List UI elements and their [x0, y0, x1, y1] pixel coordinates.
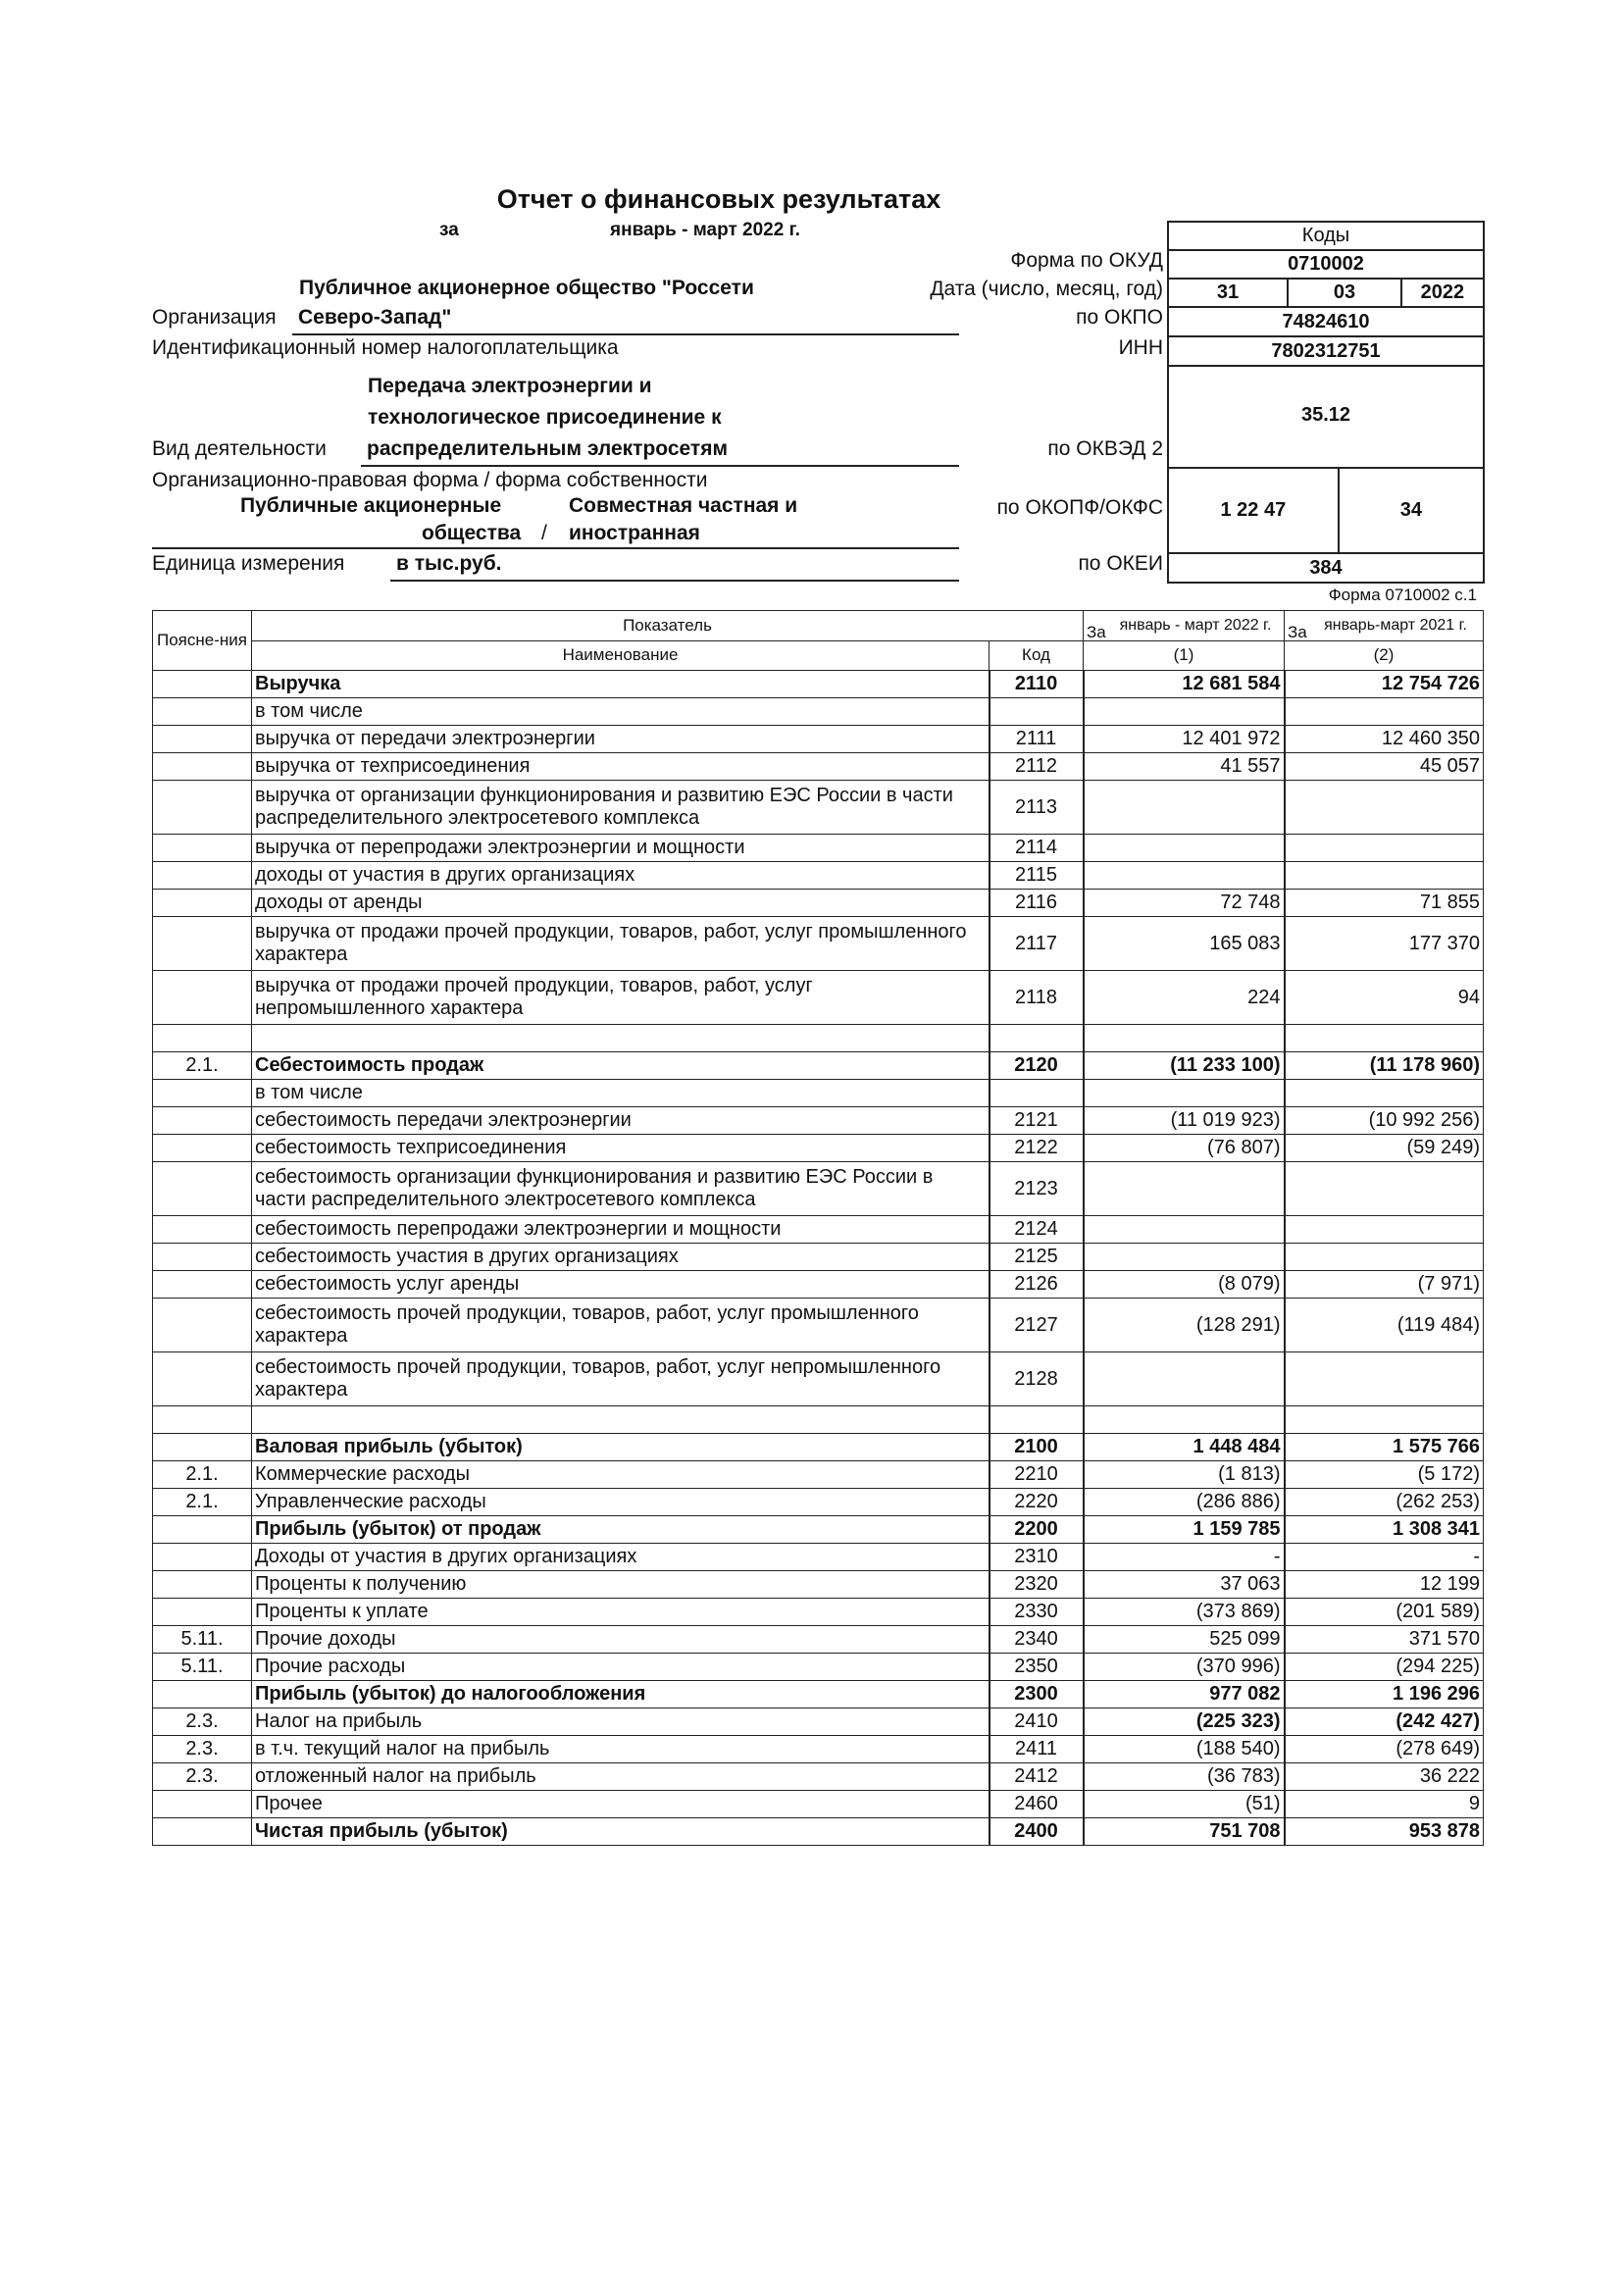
table-header-row-1 [153, 611, 1484, 641]
financial-results-table [152, 610, 1484, 1846]
row-value-period-2: 1 308 341 [1285, 1516, 1484, 1544]
row-note [153, 1544, 252, 1571]
table-row [153, 726, 1484, 753]
organization-field [292, 306, 959, 335]
table-row [153, 1736, 1484, 1763]
row-name: Прочие расходы [252, 1654, 990, 1681]
row-name: себестоимость передачи электроэнергии [252, 1107, 990, 1135]
row-value-period-2 [1285, 698, 1484, 726]
okved-label: по ОКВЭД 2 [1047, 437, 1163, 460]
row-code: 2330 [990, 1599, 1084, 1626]
row-name: выручка от передачи электроэнергии [252, 726, 990, 753]
row-value-period-1: (370 996) [1084, 1654, 1285, 1681]
activity-label: Вид деятельности [152, 437, 327, 460]
row-value-period-1: 1 448 484 [1084, 1434, 1285, 1461]
row-name: Валовая прибыль (убыток) [252, 1434, 990, 1461]
col-header-indicator: Показатель [252, 611, 1084, 641]
row-value-period-2 [1285, 1025, 1484, 1052]
table-row [153, 698, 1484, 726]
organization-name-line2: Северо-Запад" [298, 306, 452, 329]
row-value-period-2 [1285, 835, 1484, 862]
okfs-code: 34 [1399, 499, 1422, 521]
row-value-period-1: (51) [1084, 1791, 1285, 1818]
table-row [153, 1299, 1484, 1352]
row-value-period-1: (188 540) [1084, 1736, 1285, 1763]
row-value-period-1 [1084, 862, 1285, 890]
row-name: себестоимость организации функционирования и развитию ЕЭС России в части распределительного электросетевого комплекса [252, 1162, 990, 1216]
col-header-name: Наименование [252, 640, 990, 671]
table-row [153, 1080, 1484, 1107]
row-note [153, 1791, 252, 1818]
date-day: 31 [1169, 280, 1289, 306]
row-value-period-2: (201 589) [1285, 1599, 1484, 1626]
row-name: Проценты к уплате [252, 1599, 990, 1626]
row-value-period-1: 37 063 [1084, 1571, 1285, 1599]
date-month: 03 [1289, 280, 1402, 306]
row-note [153, 1244, 252, 1271]
row-name: выручка от продажи прочей продукции, товаров, работ, услуг непромышленного характера [252, 971, 990, 1025]
col-header-period-1 [1084, 611, 1285, 641]
row-name: Прочие доходы [252, 1626, 990, 1654]
row-code: 2340 [990, 1626, 1084, 1654]
row-value-period-2: 953 878 [1285, 1818, 1484, 1846]
form-page-label: Форма 0710002 с.1 [1328, 586, 1477, 604]
row-value-period-2 [1285, 1080, 1484, 1107]
row-note [153, 890, 252, 917]
row-value-period-2: (59 249) [1285, 1135, 1484, 1162]
row-value-period-2: 12 754 726 [1285, 671, 1484, 698]
row-note [153, 1516, 252, 1544]
table-row [153, 1271, 1484, 1299]
row-value-period-2: (278 649) [1285, 1736, 1484, 1763]
row-note [153, 1271, 252, 1299]
row-name: Чистая прибыль (убыток) [252, 1818, 990, 1846]
unit-value: в тыс.руб. [396, 552, 502, 575]
row-value-period-1 [1084, 781, 1285, 835]
okopf-label: по ОКОПФ/ОКФС [996, 496, 1163, 519]
row-note [153, 781, 252, 835]
row-note: 2.3. [153, 1708, 252, 1736]
row-note [153, 1571, 252, 1599]
row-code: 2320 [990, 1571, 1084, 1599]
row-value-period-2: (7 971) [1285, 1271, 1484, 1299]
row-code: 2100 [990, 1434, 1084, 1461]
row-name: в т.ч. текущий налог на прибыль [252, 1736, 990, 1763]
table-row [153, 1516, 1484, 1544]
row-note [153, 835, 252, 862]
row-value-period-1 [1084, 1025, 1285, 1052]
row-code: 2122 [990, 1135, 1084, 1162]
row-name: себестоимость услуг аренды [252, 1271, 990, 1299]
row-value-period-2: 36 222 [1285, 1763, 1484, 1791]
row-name: в том числе [252, 1080, 990, 1107]
legal-form-line2: общества [422, 522, 522, 544]
row-note: 5.11. [153, 1626, 252, 1654]
row-value-period-2: 9 [1285, 1791, 1484, 1818]
okved-code: 35.12 [1169, 367, 1483, 469]
table-row [153, 1461, 1484, 1489]
row-value-period-1 [1084, 1216, 1285, 1244]
row-code: 2411 [990, 1736, 1084, 1763]
row-note [153, 1162, 252, 1216]
row-value-period-2 [1285, 1244, 1484, 1271]
row-name: выручка от техприсоединения [252, 753, 990, 781]
row-value-period-1: - [1084, 1544, 1285, 1571]
ownership-line2: иностранная [569, 522, 700, 544]
row-note [153, 1352, 252, 1406]
row-note [153, 1434, 252, 1461]
table-row [153, 1025, 1484, 1052]
row-value-period-2: 94 [1285, 971, 1484, 1025]
row-code: 2220 [990, 1489, 1084, 1516]
row-code: 2118 [990, 971, 1084, 1025]
okei-code: 384 [1309, 556, 1343, 579]
table-row [153, 1654, 1484, 1681]
row-value-period-2: 1 196 296 [1285, 1681, 1484, 1708]
date-label: Дата (число, месяц, год) [930, 278, 1163, 300]
okud-code: 0710002 [1169, 251, 1483, 280]
activity-field [361, 437, 959, 467]
col-header-period-2-prefix: За [1288, 623, 1307, 641]
row-name: отложенный налог на прибыль [252, 1763, 990, 1791]
row-value-period-2 [1285, 1216, 1484, 1244]
okpo-label: по ОКПО [1076, 306, 1163, 329]
row-note [153, 1681, 252, 1708]
table-row [153, 1216, 1484, 1244]
row-value-period-1 [1084, 1244, 1285, 1271]
row-note: 2.3. [153, 1736, 252, 1763]
table-row [153, 1681, 1484, 1708]
inn-code-label: ИНН [1118, 336, 1163, 359]
row-code [990, 1080, 1084, 1107]
row-name: в том числе [252, 698, 990, 726]
row-value-period-1: (128 291) [1084, 1299, 1285, 1352]
row-value-period-1: 751 708 [1084, 1818, 1285, 1846]
row-code: 2123 [990, 1162, 1084, 1216]
row-value-period-1: 12 681 584 [1084, 671, 1285, 698]
row-code: 2117 [990, 917, 1084, 971]
row-name: Коммерческие расходы [252, 1461, 990, 1489]
table-row [153, 1135, 1484, 1162]
table-row [153, 1107, 1484, 1135]
row-code: 2412 [990, 1763, 1084, 1791]
legal-form-separator: / [541, 522, 547, 544]
row-value-period-2: (294 225) [1285, 1654, 1484, 1681]
table-row [153, 1434, 1484, 1461]
row-value-period-2: - [1285, 1544, 1484, 1571]
row-code: 2116 [990, 890, 1084, 917]
row-value-period-2: 71 855 [1285, 890, 1484, 917]
row-name: Себестоимость продаж [252, 1052, 990, 1080]
col-header-period-1-prefix: За [1087, 623, 1106, 641]
ownership-line1: Совместная частная и [569, 494, 798, 517]
activity-line1: Передача электроэнергии и [368, 375, 652, 397]
row-note [153, 862, 252, 890]
legal-form-line1: Публичные акционерные [240, 494, 502, 517]
row-name: Доходы от участия в других организациях [252, 1544, 990, 1571]
report-period: январь - март 2022 г. [610, 220, 800, 240]
row-name: выручка от продажи прочей продукции, товаров, работ, услуг промышленного характера [252, 917, 990, 971]
row-code: 2120 [990, 1052, 1084, 1080]
row-name: Выручка [252, 671, 990, 698]
row-note [153, 1080, 252, 1107]
table-row [153, 1162, 1484, 1216]
row-code: 2121 [990, 1107, 1084, 1135]
row-value-period-1: (36 783) [1084, 1763, 1285, 1791]
row-note [153, 1406, 252, 1434]
table-row [153, 917, 1484, 971]
table-row [153, 1571, 1484, 1599]
row-name [252, 1025, 990, 1052]
row-value-period-2: (262 253) [1285, 1489, 1484, 1516]
row-code: 2200 [990, 1516, 1084, 1544]
row-code: 2460 [990, 1791, 1084, 1818]
activity-line2: технологическое присоединение к [368, 406, 722, 429]
row-note [153, 1216, 252, 1244]
row-note [153, 671, 252, 698]
table-row [153, 1052, 1484, 1080]
table-row [153, 835, 1484, 862]
unit-field [390, 552, 959, 582]
col-header-period-1-num: (1) [1084, 640, 1285, 671]
row-code [990, 1406, 1084, 1434]
row-note: 5.11. [153, 1654, 252, 1681]
row-note [153, 1818, 252, 1846]
table-row [153, 862, 1484, 890]
row-name: себестоимость прочей продукции, товаров, работ, услуг непромышленного характера [252, 1352, 990, 1406]
row-note: 2.1. [153, 1461, 252, 1489]
row-value-period-1 [1084, 1406, 1285, 1434]
table-header-row-2 [153, 640, 1484, 671]
row-value-period-1: (8 079) [1084, 1271, 1285, 1299]
row-value-period-1: (1 813) [1084, 1461, 1285, 1489]
row-value-period-2: (242 427) [1285, 1708, 1484, 1736]
table-row [153, 971, 1484, 1025]
row-value-period-1 [1084, 1352, 1285, 1406]
table-row [153, 890, 1484, 917]
date-year: 2022 [1420, 281, 1465, 303]
row-value-period-1: (286 886) [1084, 1489, 1285, 1516]
row-name: Прибыль (убыток) от продаж [252, 1516, 990, 1544]
table-row [153, 781, 1484, 835]
row-value-period-1 [1084, 1080, 1285, 1107]
row-value-period-2: 12 199 [1285, 1571, 1484, 1599]
row-name: Прибыль (убыток) до налогообложения [252, 1681, 990, 1708]
row-value-period-1 [1084, 698, 1285, 726]
row-name: Налог на прибыль [252, 1708, 990, 1736]
col-header-code: Код [990, 640, 1084, 671]
table-row [153, 1544, 1484, 1571]
table-row [153, 671, 1484, 698]
row-code: 2126 [990, 1271, 1084, 1299]
row-code: 2350 [990, 1654, 1084, 1681]
row-note [153, 1299, 252, 1352]
codes-title: Коды [1169, 223, 1483, 251]
row-code: 2124 [990, 1216, 1084, 1244]
row-note [153, 1025, 252, 1052]
row-code: 2210 [990, 1461, 1084, 1489]
row-note [153, 917, 252, 971]
row-value-period-2: (5 172) [1285, 1461, 1484, 1489]
row-note: 2.1. [153, 1489, 252, 1516]
table-row [153, 1244, 1484, 1271]
codes-box [1167, 221, 1485, 584]
row-code: 2127 [990, 1299, 1084, 1352]
row-value-period-2: (119 484) [1285, 1299, 1484, 1352]
okopf-okfs-codes [1169, 469, 1483, 554]
row-note [153, 971, 252, 1025]
row-value-period-1 [1084, 1162, 1285, 1216]
row-value-period-2: 177 370 [1285, 917, 1484, 971]
table-row [153, 753, 1484, 781]
row-note [153, 726, 252, 753]
table-row [153, 1626, 1484, 1654]
row-value-period-1: 72 748 [1084, 890, 1285, 917]
report-title: Отчет о финансовых результатах [496, 184, 941, 214]
row-name: себестоимость прочей продукции, товаров, работ, услуг промышленного характера [252, 1299, 990, 1352]
row-code: 2128 [990, 1352, 1084, 1406]
legal-form-field [152, 520, 959, 549]
row-value-period-2 [1285, 1352, 1484, 1406]
row-note [153, 698, 252, 726]
organization-label: Организация [152, 306, 277, 329]
row-value-period-1: 977 082 [1084, 1681, 1285, 1708]
row-name: Проценты к получению [252, 1571, 990, 1599]
table-row [153, 1791, 1484, 1818]
row-code: 2400 [990, 1818, 1084, 1846]
row-value-period-1: (225 323) [1084, 1708, 1285, 1736]
row-value-period-1: 525 099 [1084, 1626, 1285, 1654]
row-value-period-2: 371 570 [1285, 1626, 1484, 1654]
row-code [990, 1025, 1084, 1052]
row-code: 2110 [990, 671, 1084, 698]
row-name: выручка от перепродажи электроэнергии и мощности [252, 835, 990, 862]
col-header-period-1-label: январь - март 2022 г. [1119, 616, 1272, 634]
row-value-period-1: 41 557 [1084, 753, 1285, 781]
row-name: Управленческие расходы [252, 1489, 990, 1516]
row-name: себестоимость перепродажи электроэнергии и мощности [252, 1216, 990, 1244]
row-name: себестоимость участия в других организациях [252, 1244, 990, 1271]
table-row [153, 1708, 1484, 1736]
table-row [153, 1818, 1484, 1846]
activity-line3: распределительным электросетям [367, 437, 728, 460]
row-name: выручка от организации функционирования и развитию ЕЭС России в части распределительного электросетевого комплекса [252, 781, 990, 835]
row-note: 2.1. [153, 1052, 252, 1080]
col-header-period-2-label: январь-март 2021 г. [1324, 616, 1467, 634]
row-value-period-1 [1084, 835, 1285, 862]
row-note [153, 1107, 252, 1135]
row-value-period-1: (11 019 923) [1084, 1107, 1285, 1135]
row-value-period-1: (373 869) [1084, 1599, 1285, 1626]
row-note [153, 753, 252, 781]
row-code: 2115 [990, 862, 1084, 890]
row-code: 2114 [990, 835, 1084, 862]
row-code: 2310 [990, 1544, 1084, 1571]
organization-name-line1: Публичное акционерное общество "Россети [299, 277, 754, 299]
row-name [252, 1406, 990, 1434]
row-value-period-1: (76 807) [1084, 1135, 1285, 1162]
row-code: 2125 [990, 1244, 1084, 1271]
row-value-period-2: (11 178 960) [1285, 1052, 1484, 1080]
legal-form-label: Организационно-правовая форма / форма собственности [152, 469, 708, 491]
okpo-code: 74824610 [1169, 308, 1483, 337]
row-code [990, 698, 1084, 726]
table-row [153, 1599, 1484, 1626]
table-row [153, 1489, 1484, 1516]
okei-label: по ОКЕИ [1078, 552, 1163, 575]
row-name: Прочее [252, 1791, 990, 1818]
row-value-period-1: 165 083 [1084, 917, 1285, 971]
row-name: себестоимость техприсоединения [252, 1135, 990, 1162]
inn-label: Идентификационный номер налогоплательщика [152, 336, 619, 359]
row-value-period-2: 45 057 [1285, 753, 1484, 781]
table-row [153, 1763, 1484, 1791]
date-codes [1169, 280, 1483, 308]
unit-label: Единица измерения [152, 552, 345, 575]
row-value-period-2 [1285, 1406, 1484, 1434]
row-value-period-2 [1285, 781, 1484, 835]
row-code: 2111 [990, 726, 1084, 753]
row-value-period-2: (10 992 256) [1285, 1107, 1484, 1135]
row-value-period-1: 1 159 785 [1084, 1516, 1285, 1544]
table-row [153, 1406, 1484, 1434]
row-value-period-1: 224 [1084, 971, 1285, 1025]
row-code: 2113 [990, 781, 1084, 835]
table-row [153, 1352, 1484, 1406]
row-name: доходы от аренды [252, 890, 990, 917]
row-value-period-2: 1 575 766 [1285, 1434, 1484, 1461]
row-value-period-2: 12 460 350 [1285, 726, 1484, 753]
row-value-period-1: (11 233 100) [1084, 1052, 1285, 1080]
row-value-period-2 [1285, 862, 1484, 890]
row-code: 2410 [990, 1708, 1084, 1736]
col-header-period-2-num: (2) [1285, 640, 1484, 671]
row-name: доходы от участия в других организациях [252, 862, 990, 890]
row-value-period-1: 12 401 972 [1084, 726, 1285, 753]
row-note [153, 1599, 252, 1626]
row-note [153, 1135, 252, 1162]
row-note: 2.3. [153, 1763, 252, 1791]
col-header-period-2 [1285, 611, 1484, 641]
col-header-note: Поясне-ния [153, 611, 252, 671]
inn-code: 7802312751 [1169, 337, 1483, 367]
row-code: 2112 [990, 753, 1084, 781]
okopf-code: 1 22 47 [1169, 469, 1340, 552]
row-value-period-2 [1285, 1162, 1484, 1216]
okud-label: Форма по ОКУД [1010, 249, 1163, 272]
period-prefix: за [439, 220, 459, 240]
row-code: 2300 [990, 1681, 1084, 1708]
